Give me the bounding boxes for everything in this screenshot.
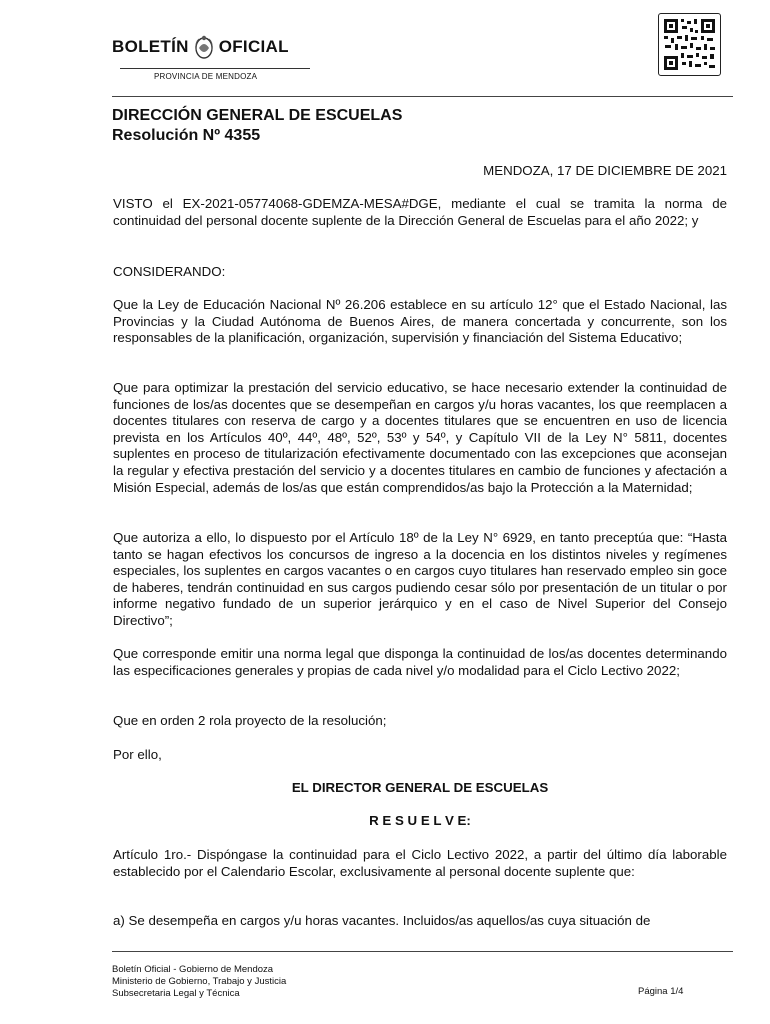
considerando-heading: CONSIDERANDO: bbox=[113, 264, 226, 279]
logo-divider bbox=[120, 68, 310, 69]
page-number: Página 1/4 bbox=[638, 986, 684, 997]
footer-line-1: Boletín Oficial - Gobierno de Mendoza bbox=[112, 964, 274, 975]
visto-paragraph: VISTO el EX-2021-05774068-GDEMZA-MESA#DGE, mediante el cual se tramita la norma de continuidad del personal docente suplente de la Dirección General de Escuelas para el año 2022; y bbox=[113, 196, 727, 228]
resuelve-heading: R E S U E L V E: bbox=[369, 813, 471, 828]
logo-word-left: BOLETÍN bbox=[112, 37, 189, 56]
logo-subtitle: PROVINCIA DE MENDOZA bbox=[154, 72, 258, 81]
paragraph-6: Por ello, bbox=[113, 747, 162, 762]
logo bbox=[112, 34, 312, 60]
footer-line-2: Ministerio de Gobierno, Trabajo y Justicia bbox=[112, 976, 287, 987]
document-title bbox=[112, 106, 402, 146]
footer bbox=[112, 964, 286, 1000]
logo-word-right: OFICIAL bbox=[218, 37, 289, 56]
issuing-body: DIRECCIÓN GENERAL DE ESCUELAS bbox=[112, 107, 403, 124]
paragraph-2: Que para optimizar la prestación del servicio educativo, se hace necesario extender la continuidad de funciones de los/as docentes que se desempeñan en cargos y/u horas vacantes, los que reemplacen a docentes titulares con reserva de cargo y a docentes titulares que se encuentren en uso de licencia prevista en los Artículos 40º, 44º, 48º, 52º, 53º y 54º, y Capítulo VII de la Ley N° 5811, docentes suplentes en proceso de titularización efectivamente documentado con las excepciones que aconsejan la regular y efectiva prestación del servicio y a docentes titulares en cambio de funciones y afectación a Misión Especial, además de los/as que están comprendidos/as bajo la Protección a la Maternidad; bbox=[113, 380, 727, 495]
footer-rule bbox=[112, 951, 733, 952]
paragraph-5: Que en orden 2 rola proyecto de la resolución; bbox=[113, 713, 387, 728]
footer-line-3: Subsecretaria Legal y Técnica bbox=[112, 988, 240, 999]
article-1-item-a: a) Se desempeña en cargos y/u horas vacantes. Incluidos/as aquellos/as cuya situación de bbox=[113, 913, 651, 928]
qr-code-icon bbox=[658, 13, 721, 76]
article-1: Artículo 1ro.- Dispóngase la continuidad para el Ciclo Lectivo 2022, a partir del último día laborable establecido por el Calendario Escolar, exclusivamente al personal docente suplente que: bbox=[113, 847, 727, 879]
paragraph-4: Que corresponde emitir una norma legal que disponga la continuidad de los/as docentes determinando las especificaciones generales y propias de cada nivel y/o modalidad para el Ciclo Lectivo 2022; bbox=[113, 646, 727, 678]
paragraph-1: Que la Ley de Educación Nacional Nº 26.206 establece en su artículo 12° que el Estado Nacional, las Provincias y la Ciudad Autónoma de Buenos Aires, de manera concertada y concurrente, son los responsables de la planificación, organización, supervisión y financiación del Sistema Educativo; bbox=[113, 297, 727, 346]
resolution-number: Resolución Nº 4355 bbox=[112, 127, 261, 144]
director-heading: EL DIRECTOR GENERAL DE ESCUELAS bbox=[291, 780, 549, 795]
header-rule bbox=[112, 96, 733, 97]
masthead bbox=[112, 34, 312, 86]
paragraph-3: Que autoriza a ello, lo dispuesto por el Artículo 18º de la Ley N° 6929, en tanto preceptúa que: “Hasta tanto se hagan efectivos los concursos de ingreso a la docencia en los distintos niveles y regímenes especiales, los suplentes en cargos vacantes o en cargos cuyo titulares han reservado empleo sin goce de haberes, tendrán continuidad en sus cargos pudiendo cesar sólo por presentación de un titular o por informe negativo fundado de un superior jerárquico y en el caso de Nivel Superior del Consejo Directivo”; bbox=[113, 530, 727, 628]
provincial-seal-icon bbox=[193, 34, 215, 60]
document-date: MENDOZA, 17 DE DICIEMBRE DE 2021 bbox=[483, 163, 727, 178]
